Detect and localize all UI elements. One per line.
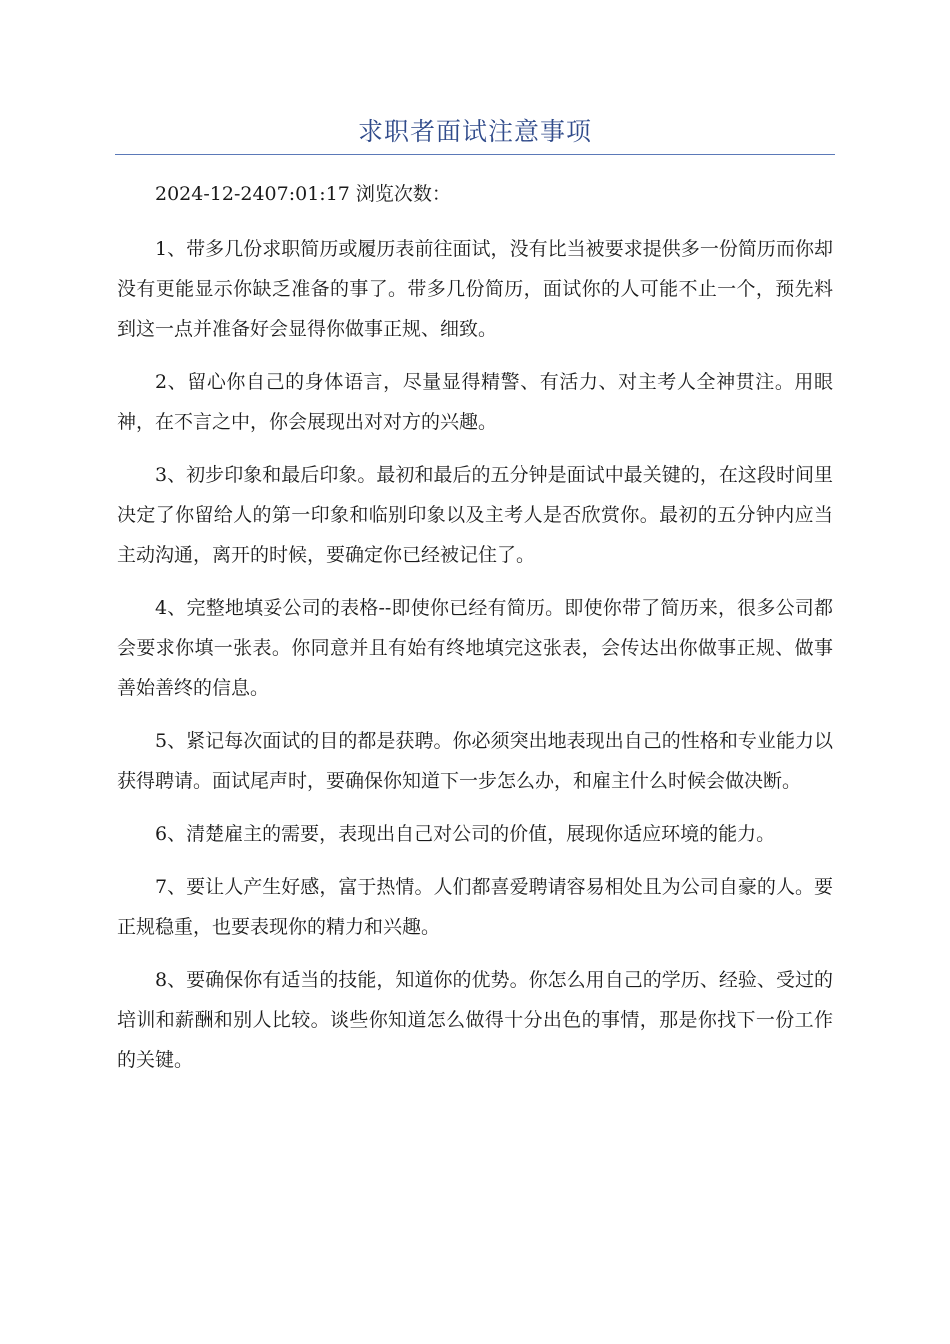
title-underline xyxy=(115,154,835,155)
paragraph-7: 7、要让人产生好感，富于热情。人们都喜爱聘请容易相处且为公司自豪的人。要正规稳重，也要表现你的精力和兴趣。 xyxy=(117,876,833,938)
document-title: 求职者面试注意事项 xyxy=(357,117,592,146)
paragraph-1: 1、带多几份求职简历或履历表前往面试，没有比当被要求提供多一份简历而你却没有更能显示你缺乏准备的事了。带多几份简历，面试你的人可能不止一个，预先料到这一点并准备好会显得你做事正规、细致。 xyxy=(117,238,833,340)
paragraph-3: 3、初步印象和最后印象。最初和最后的五分钟是面试中最关键的，在这段时间里决定了你留给人的第一印象和临别印象以及主考人是否欣赏你。最初的五分钟内应当主动沟通，离开的时候，要确定你已经被记住了。 xyxy=(117,464,833,566)
paragraph-5: 5、紧记每次面试的目的都是获聘。你必须突出地表现出自己的性格和专业能力以获得聘请。面试尾声时，要确保你知道下一步怎么办，和雇主什么时候会做决断。 xyxy=(117,730,833,792)
paragraph-6: 6、清楚雇主的需要，表现出自己对公司的价值，展现你适应环境的能力。 xyxy=(155,823,776,845)
paragraph-8: 8、要确保你有适当的技能，知道你的优势。你怎么用自己的学历、经验、受过的培训和薪酬和别人比较。谈些你知道怎么做得十分出色的事情，那是你找下一份工作的关键。 xyxy=(117,969,833,1071)
paragraph-2: 2、留心你自己的身体语言，尽量显得精警、有活力、对主考人全神贯注。用眼神，在不言之中，你会展现出对对方的兴趣。 xyxy=(117,371,833,433)
paragraph-4: 4、完整地填妥公司的表格--即使你已经有简历。即使你带了简历来，很多公司都会要求你填一张表。你同意并且有始有终地填完这张表，会传达出你做事正规、做事善始善终的信息。 xyxy=(117,597,833,699)
publish-meta: 2024-12-2407:01:17 浏览次数： xyxy=(155,183,451,205)
document-body xyxy=(117,174,833,1093)
